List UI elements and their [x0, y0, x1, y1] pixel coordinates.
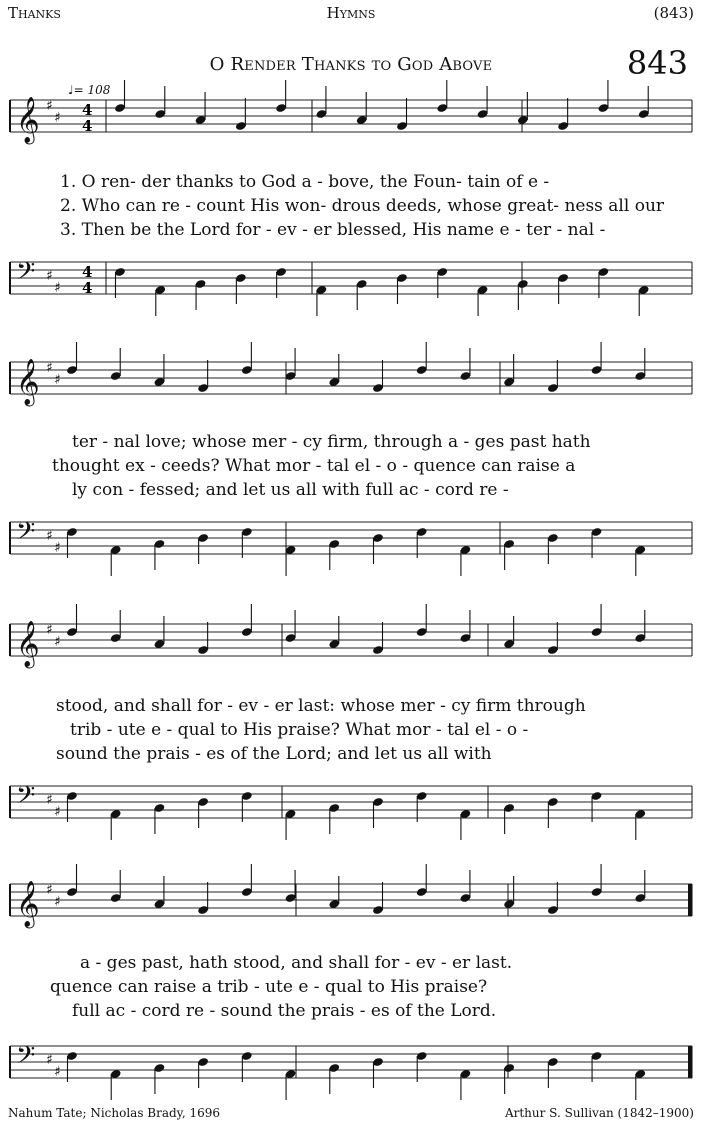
lyric-line: ly con - fessed; and let us all with full ac - cord re - — [72, 480, 509, 500]
bass-clef-icon: 𝄢 — [16, 257, 36, 292]
lyric-line: 1. O ren- der thanks to God a - bove, the Foun- tain of e - — [60, 172, 550, 192]
bass-clef-icon: 𝄢 — [16, 1041, 36, 1076]
treble-clef-icon: 𝄞 — [16, 97, 40, 143]
bass-clef-icon: 𝄢 — [16, 781, 36, 816]
sharp-icon: ♯ — [46, 882, 53, 898]
sharp-icon: ♯ — [46, 1052, 53, 1068]
lyric-line: 3. Then be the Lord for - ev - er blessed, His name e - ter - nal - — [60, 220, 606, 240]
sharp-icon: ♯ — [46, 98, 53, 114]
sharp-icon: ♯ — [46, 268, 53, 284]
bass-clef-icon: 𝄢 — [16, 517, 36, 552]
sharp-icon: ♯ — [54, 1064, 61, 1080]
sharp-icon: ♯ — [54, 894, 61, 910]
treble-clef-icon: 𝄞 — [16, 359, 40, 405]
sharp-icon: ♯ — [54, 110, 61, 126]
sharp-icon: ♯ — [46, 792, 53, 808]
time-signature-bottom: 4 — [82, 117, 93, 135]
time-signature-top: 4 — [82, 263, 93, 281]
sharp-icon: ♯ — [46, 528, 53, 544]
book-label: Hymns — [326, 4, 376, 22]
lyric-line: sound the prais - es of the Lord; and let us all with — [56, 744, 492, 764]
sharp-icon: ♯ — [46, 360, 53, 376]
category-label: Thanks — [8, 4, 61, 22]
lyric-line: a - ges past, hath stood, and shall for - ev - er last. — [80, 953, 513, 973]
sharp-icon: ♯ — [54, 540, 61, 556]
lyric-line: thought ex - ceeds? What mor - tal el - o - quence can raise a — [52, 456, 576, 476]
sharp-icon: ♯ — [54, 634, 61, 650]
lyric-line: trib - ute e - qual to His praise? What mor - tal el - o - — [70, 720, 529, 740]
lyric-line: stood, and shall for - ev - er last: whose mer - cy firm through — [56, 696, 586, 716]
treble-clef-icon: 𝄞 — [16, 621, 40, 667]
lyric-line: ter - nal love; whose mer - cy firm, through a - ges past hath — [72, 432, 591, 452]
music-credit: Arthur S. Sullivan (1842–1900) — [504, 1106, 694, 1120]
sharp-icon: ♯ — [54, 804, 61, 820]
page-number: (843) — [653, 4, 694, 22]
lyric-line: 2. Who can re - count His won- drous deeds, whose great- ness all our — [60, 196, 665, 216]
hymn-title: O Render Thanks to God Above — [209, 54, 493, 75]
sharp-icon: ♯ — [46, 622, 53, 638]
treble-clef-icon: 𝄞 — [16, 881, 40, 927]
sharp-icon: ♯ — [54, 372, 61, 388]
tempo-value: = 108 — [73, 83, 111, 97]
text-credit: Nahum Tate; Nicholas Brady, 1696 — [8, 1106, 221, 1120]
time-signature-bottom: 4 — [82, 279, 93, 297]
hymn-number: 843 — [626, 44, 688, 82]
final-barline — [688, 1046, 692, 1078]
quarter-note-icon: ♩ — [68, 83, 74, 97]
lyric-line: quence can raise a trib - ute e - qual to His praise? — [50, 977, 488, 997]
sharp-icon: ♯ — [54, 280, 61, 296]
time-signature-top: 4 — [82, 101, 93, 119]
final-barline — [688, 884, 692, 916]
lyric-line: full ac - cord re - sound the prais - es of the Lord. — [72, 1001, 497, 1021]
